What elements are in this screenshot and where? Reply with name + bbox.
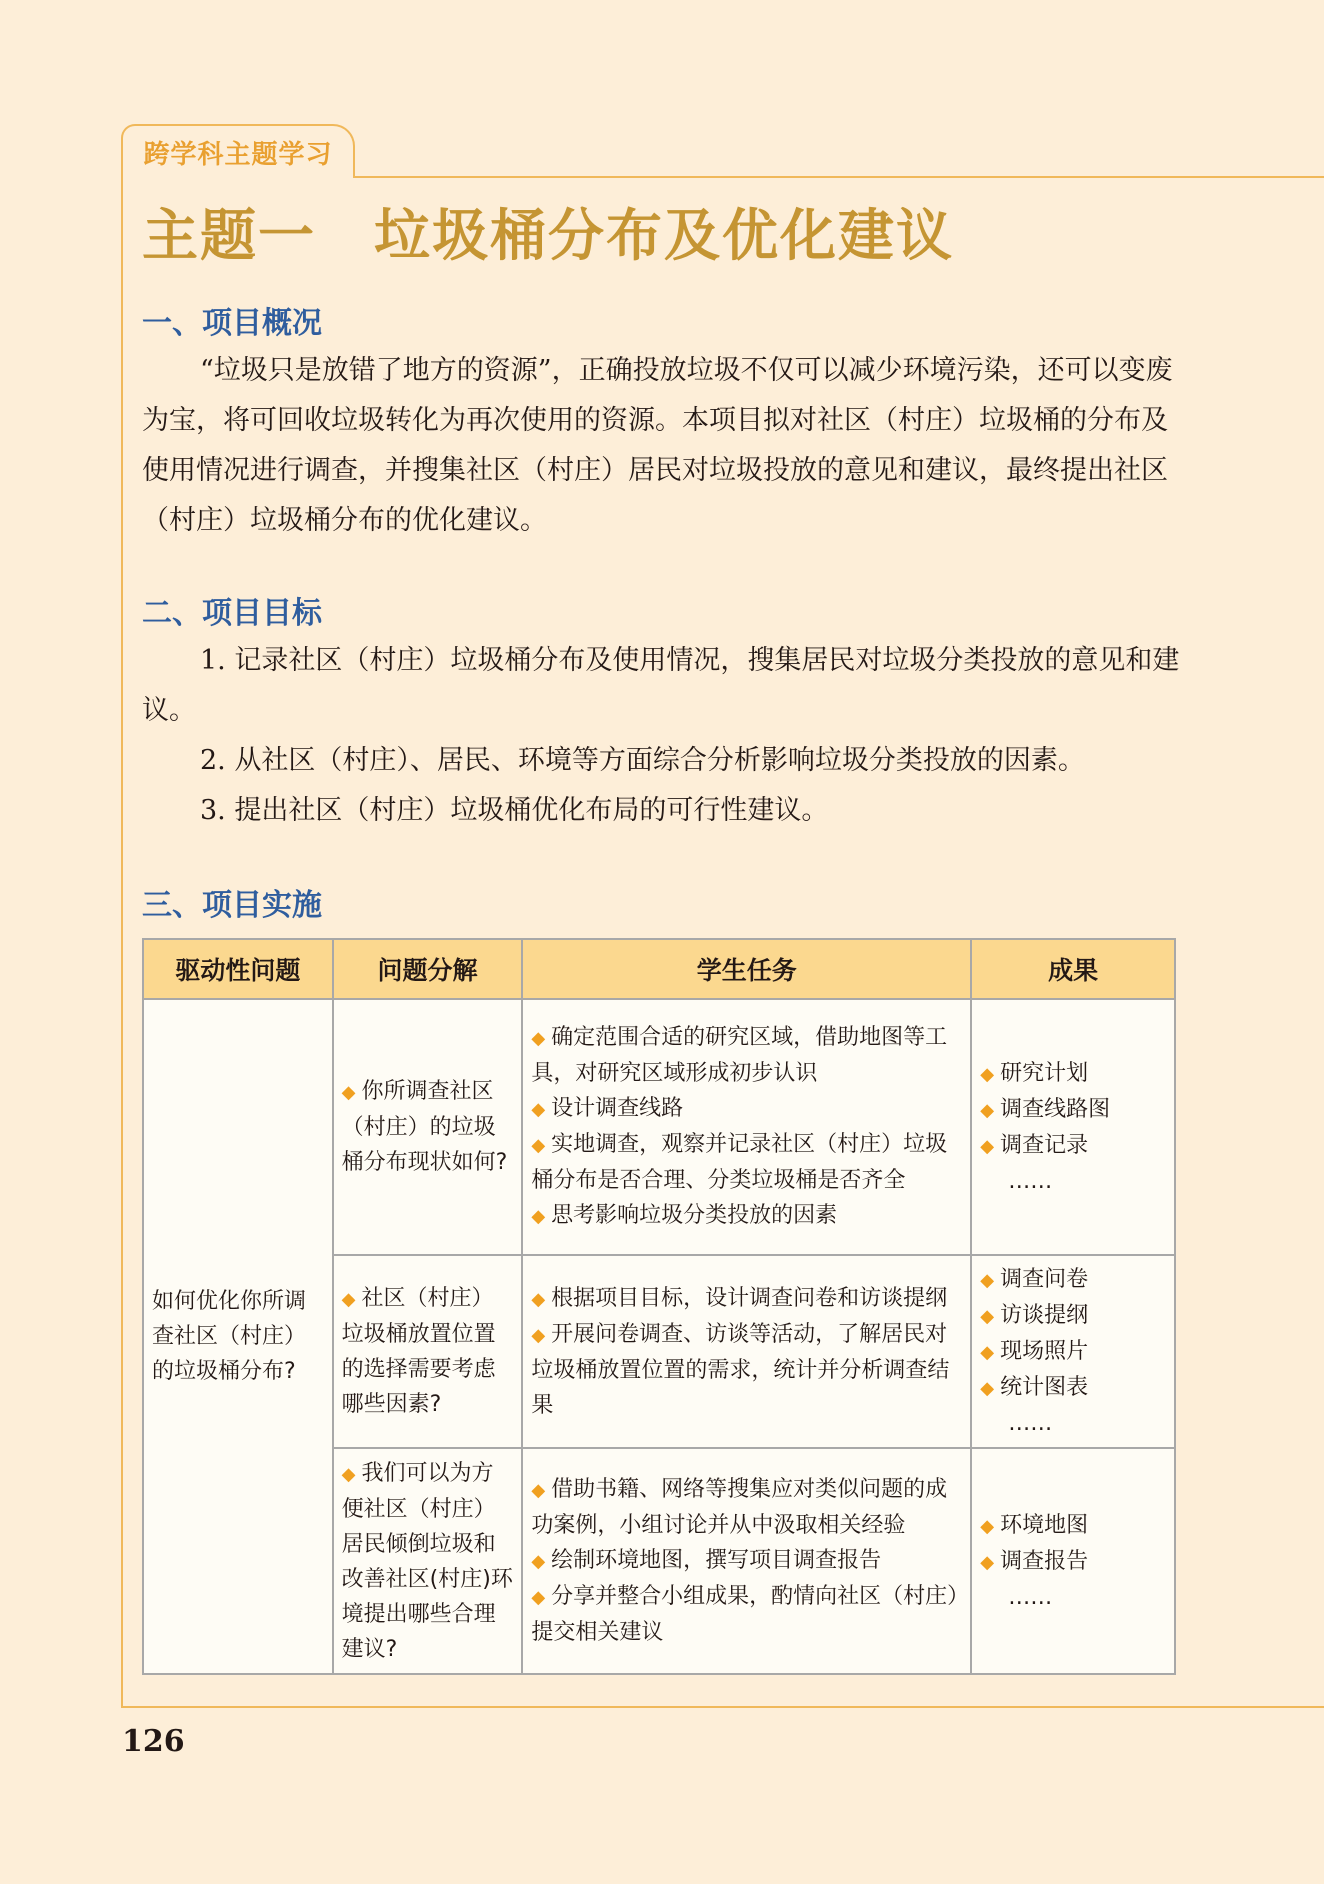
page-frame-left — [121, 176, 123, 1706]
task-item: 分享并整合小组成果，酌情向社区（村庄）提交相关建议 — [531, 1584, 959, 1645]
question-text: 我们可以为方便社区（村庄）居民倾倒垃圾和改善社区(村庄)环境提出哪些合理建议? — [341, 1460, 513, 1662]
section-tab-label: 跨学科主题学习 — [143, 139, 333, 170]
tasks-cell — [522, 1448, 971, 1674]
question-text: 你所调查社区（村庄）的垃圾桶分布现状如何? — [341, 1079, 508, 1175]
outcome-ellipsis: …… — [1008, 1168, 1053, 1194]
title-number: 主题一 — [142, 203, 316, 269]
diamond-bullet-icon: ◆ — [531, 1135, 546, 1156]
table-header-row — [143, 939, 1175, 999]
outcome-item: 现场照片 — [1000, 1339, 1089, 1364]
driving-question-cell — [143, 999, 333, 1674]
question-cell — [333, 1255, 523, 1448]
implementation-table — [142, 938, 1176, 1675]
section1-body — [142, 346, 1182, 546]
diamond-bullet-icon: ◆ — [980, 1515, 995, 1537]
task-item: 借助书籍、网络等搜集应对类似问题的成功案例，小组讨论并从中汲取相关经验 — [531, 1477, 948, 1538]
diamond-bullet-icon: ◆ — [980, 1551, 995, 1573]
diamond-bullet-icon: ◆ — [531, 1288, 546, 1310]
task-item: 开展问卷调查、访谈等活动，了解居民对垃圾桶放置位置的需求，统计并分析调查结果 — [531, 1321, 950, 1418]
task-item: 设计调查线路 — [551, 1096, 684, 1121]
goal-item: 1. 记录社区（村庄）垃圾桶分布及使用情况，搜集居民对垃圾分类投放的意见和建议。 — [142, 645, 1180, 726]
diamond-bullet-icon: ◆ — [980, 1378, 995, 1399]
section2-heading: 二、项目目标 — [142, 596, 322, 631]
diamond-bullet-icon: ◆ — [531, 1099, 546, 1120]
diamond-bullet-icon: ◆ — [531, 1206, 546, 1227]
page-frame-bottom — [121, 1706, 1324, 1708]
outcome-item: 研究计划 — [1000, 1060, 1089, 1086]
diamond-bullet-icon: ◆ — [531, 1028, 546, 1049]
diamond-bullet-icon: ◆ — [980, 1099, 995, 1121]
question-cell — [333, 999, 523, 1255]
outcomes-cell — [971, 1448, 1175, 1674]
outcome-item: 访谈提纲 — [1000, 1303, 1089, 1328]
section1-paragraph: “垃圾只是放错了地方的资源”，正确投放垃圾不仅可以减少环境污染，还可以变废为宝，将可回收垃圾转化为再次使用的资源。本项目拟对社区（村庄）垃圾桶的分布及使用情况进行调查，并搜集社区（村庄）居民对垃圾投放的意见和建议，最终提出社区（村庄）垃圾桶分布的优化建议。 — [142, 355, 1173, 536]
diamond-bullet-icon: ◆ — [341, 1289, 356, 1310]
header-driving-question: 驱动性问题 — [143, 939, 333, 999]
outcome-item: 调查记录 — [1000, 1132, 1089, 1158]
tasks-cell — [522, 999, 971, 1255]
question-cell — [333, 1448, 523, 1674]
outcome-item: 调查问卷 — [1000, 1267, 1089, 1292]
diamond-bullet-icon: ◆ — [980, 1306, 995, 1327]
task-item: 根据项目目标，设计调查问卷和访谈提纲 — [551, 1285, 948, 1311]
outcome-item: 调查报告 — [1000, 1548, 1089, 1574]
task-item: 绘制环境地图，撰写项目调查报告 — [551, 1548, 882, 1573]
driving-question-text: 如何优化你所调查社区（村庄）的垃圾桶分布? — [152, 1289, 307, 1384]
outcome-item: 环境地图 — [1000, 1512, 1089, 1538]
diamond-bullet-icon: ◆ — [980, 1063, 995, 1085]
title-text: 垃圾桶分布及优化建议 — [374, 203, 954, 269]
outcomes-cell — [971, 999, 1175, 1255]
header-outcomes: 成果 — [971, 939, 1175, 999]
tasks-cell — [522, 1255, 971, 1448]
outcome-ellipsis: …… — [1008, 1584, 1053, 1610]
question-text: 社区（村庄）垃圾桶放置位置的选择需要考虑哪些因素? — [341, 1286, 496, 1417]
section-tab — [121, 124, 355, 178]
section1-heading: 一、项目概况 — [142, 306, 322, 341]
task-item: 确定范围合适的研究区域，借助地图等工具，对研究区域形成初步认识 — [531, 1025, 948, 1086]
goal-item: 2. 从社区（村庄）、居民、环境等方面综合分析影响垃圾分类投放的因素。 — [200, 745, 1085, 776]
diamond-bullet-icon: ◆ — [531, 1324, 546, 1346]
diamond-bullet-icon: ◆ — [980, 1270, 995, 1291]
outcomes-cell — [971, 1255, 1175, 1448]
header-student-tasks: 学生任务 — [522, 939, 971, 999]
diamond-bullet-icon: ◆ — [531, 1551, 546, 1572]
header-decomposition: 问题分解 — [333, 939, 523, 999]
table-row — [143, 999, 1175, 1255]
diamond-bullet-icon: ◆ — [531, 1587, 546, 1608]
diamond-bullet-icon: ◆ — [980, 1342, 995, 1363]
diamond-bullet-icon: ◆ — [341, 1463, 356, 1485]
outcome-item: 调查线路图 — [1000, 1096, 1111, 1122]
diamond-bullet-icon: ◆ — [531, 1480, 546, 1501]
section2-goals — [142, 636, 1182, 836]
task-item: 实地调查，观察并记录社区（村庄）垃圾桶分布是否合理、分类垃圾桶是否齐全 — [531, 1132, 948, 1193]
task-item: 思考影响垃圾分类投放的因素 — [551, 1203, 838, 1228]
page-frame-top — [355, 176, 1324, 178]
diamond-bullet-icon: ◆ — [980, 1135, 995, 1157]
page-number: 126 — [122, 1724, 185, 1759]
outcome-item: 统计图表 — [1000, 1375, 1089, 1400]
goal-item: 3. 提出社区（村庄）垃圾桶优化布局的可行性建议。 — [200, 795, 829, 826]
diamond-bullet-icon: ◆ — [341, 1082, 356, 1103]
section3-heading: 三、项目实施 — [142, 888, 322, 923]
outcome-ellipsis: …… — [1008, 1411, 1053, 1436]
page-title — [142, 192, 954, 272]
